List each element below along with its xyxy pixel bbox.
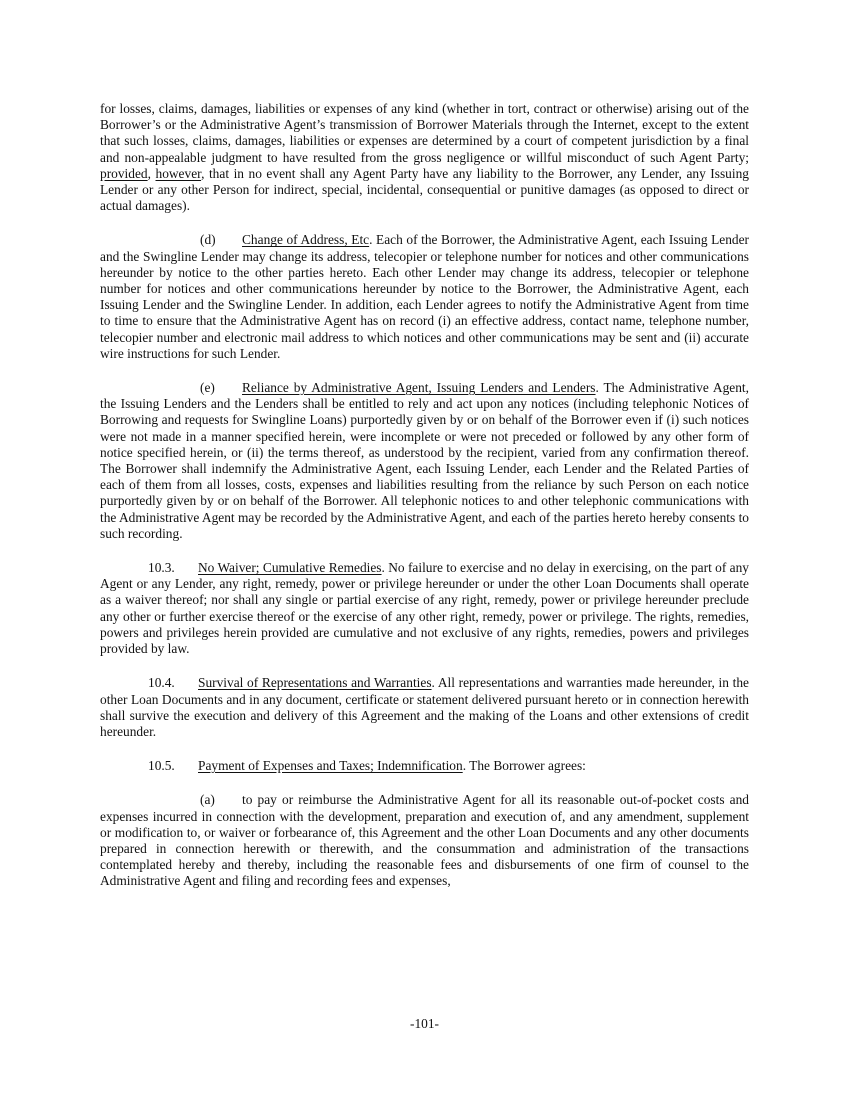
section-10-5 [100,758,749,774]
clause-number: (e) [200,380,215,396]
clause-d [100,232,749,362]
clause-a [100,792,749,889]
clause-title: Reliance by Administrative Agent, Issuing Lenders and Lenders [242,380,596,396]
page-number: -101- [409,1016,439,1031]
paragraph-text: , that in no event shall any Agent Party have any liability to the Borrower, any Lender, any Issuing Lender or any other Person for indirect, special, incidental, consequential or punitive damages (as opposed to direct or actual damages). [100,165,749,214]
section-number: 10.5. [148,758,175,774]
however-term: however [155,165,202,181]
paragraph-text: , [147,165,156,181]
clause-title: Change of Address, Etc [242,232,370,248]
clause-e [100,380,749,542]
clause-number: (d) [200,232,216,248]
section-number: 10.4. [148,675,175,691]
section-10-4 [100,675,749,740]
section-title: No Waiver; Cumulative Remedies [198,560,382,576]
clause-text: . The Administrative Agent, the Issuing Lenders and the Lenders shall be entitled to rely and act upon any notices (including telephonic Notices of Borrowing and requests for Swingline Loans) purportedly given by or on behalf of the Borrower even if (i) such notices were not made in a manner specified herein, were incomplete or were not preceded or followed by any other form of notice specified herein, or (ii) the terms thereof, as understood by the recipient, varied from any confirmation thereof. The Borrower shall indemnify the Administrative Agent, each Issuing Lender, each Lender and the Related Parties of each of them from all losses, costs, expenses and liabilities resulting from the reliance by such Person on each notice purportedly given by or on behalf of the Borrower. All telephonic notices to and other telephonic communications with the Administrative Agent may be recorded by the Administrative Agent, and each of the parties hereto hereby consents to such recording. [100,380,749,541]
clause-text: . Each of the Borrower, the Administrative Agent, each Issuing Lender and the Swingline Lender may change its address, telecopier or telephone number for notices and other communications hereunder by notice to the other parties hereto. Each other Lender may change its address, telecopier or telephone number for notices and other communications hereunder by notice to the Borrower, the Administrative Agent, each Issuing Lender and the Swingline Lender. In addition, each Lender agrees to notify the Administrative Agent from time to time to ensure that the Administrative Agent has on record (i) an effective address, contact name, telephone number, telecopier number and electronic mail address to which notices and other communications may be sent and (ii) accurate wire instructions for such Lender. [100,232,749,361]
provided-term: provided [100,165,148,181]
section-text: . The Borrower agrees: [462,758,586,774]
section-title: Payment of Expenses and Taxes; Indemnification [198,758,463,774]
paragraph-text: for losses, claims, damages, liabilities or expenses of any kind (whether in tort, contract or otherwise) arising out of the Borrower’s or the Administrative Agent’s transmission of Borrower Materials through the Internet, except to the extent that such losses, claims, damages, liabilities or expenses are determined by a court of competent jurisdiction by a final and non-appealable judgment to have resulted from the gross negligence or willful misconduct of such Agent Party; [100,101,749,165]
paragraph-continuation [100,101,749,214]
section-text: . No failure to exercise and no delay in exercising, on the part of any Agent or any Lender, any right, remedy, power or privilege hereunder or under the other Loan Documents shall operate as a waiver thereof; nor shall any single or partial exercise of any right, remedy, power or privilege hereunder preclude any other or further exercise thereof or the exercise of any other right, remedy, power or privilege. The rights, remedies, powers and privileges herein provided are cumulative and not exclusive of any rights, remedies, powers and privileges provided by law. [100,560,750,657]
clause-number: (a) [200,792,215,808]
section-title: Survival of Representations and Warranties [198,675,432,691]
section-number: 10.3. [148,560,175,576]
document-body [100,101,749,908]
section-text: . All representations and warranties made hereunder, in the other Loan Documents and in any document, certificate or statement delivered pursuant hereto or in connection herewith shall survive the execution and delivery of this Agreement and the making of the Loans and other extensions of credit hereunder. [100,675,749,739]
clause-text: to pay or reimburse the Administrative Agent for all its reasonable out-of-pocket costs and expenses incurred in connection with the development, preparation and execution of, and any amendment, supplement or modification to, or waiver or forbearance of, this Agreement and the other Loan Documents and any other documents prepared in connection herewith or therewith, and the consummation and administration of the transactions contemplated hereby and thereby, including the reasonable fees and disbursements of one firm of counsel to the Administrative Agent and filing and recording fees and expenses, [100,792,749,889]
section-10-3 [100,560,749,657]
